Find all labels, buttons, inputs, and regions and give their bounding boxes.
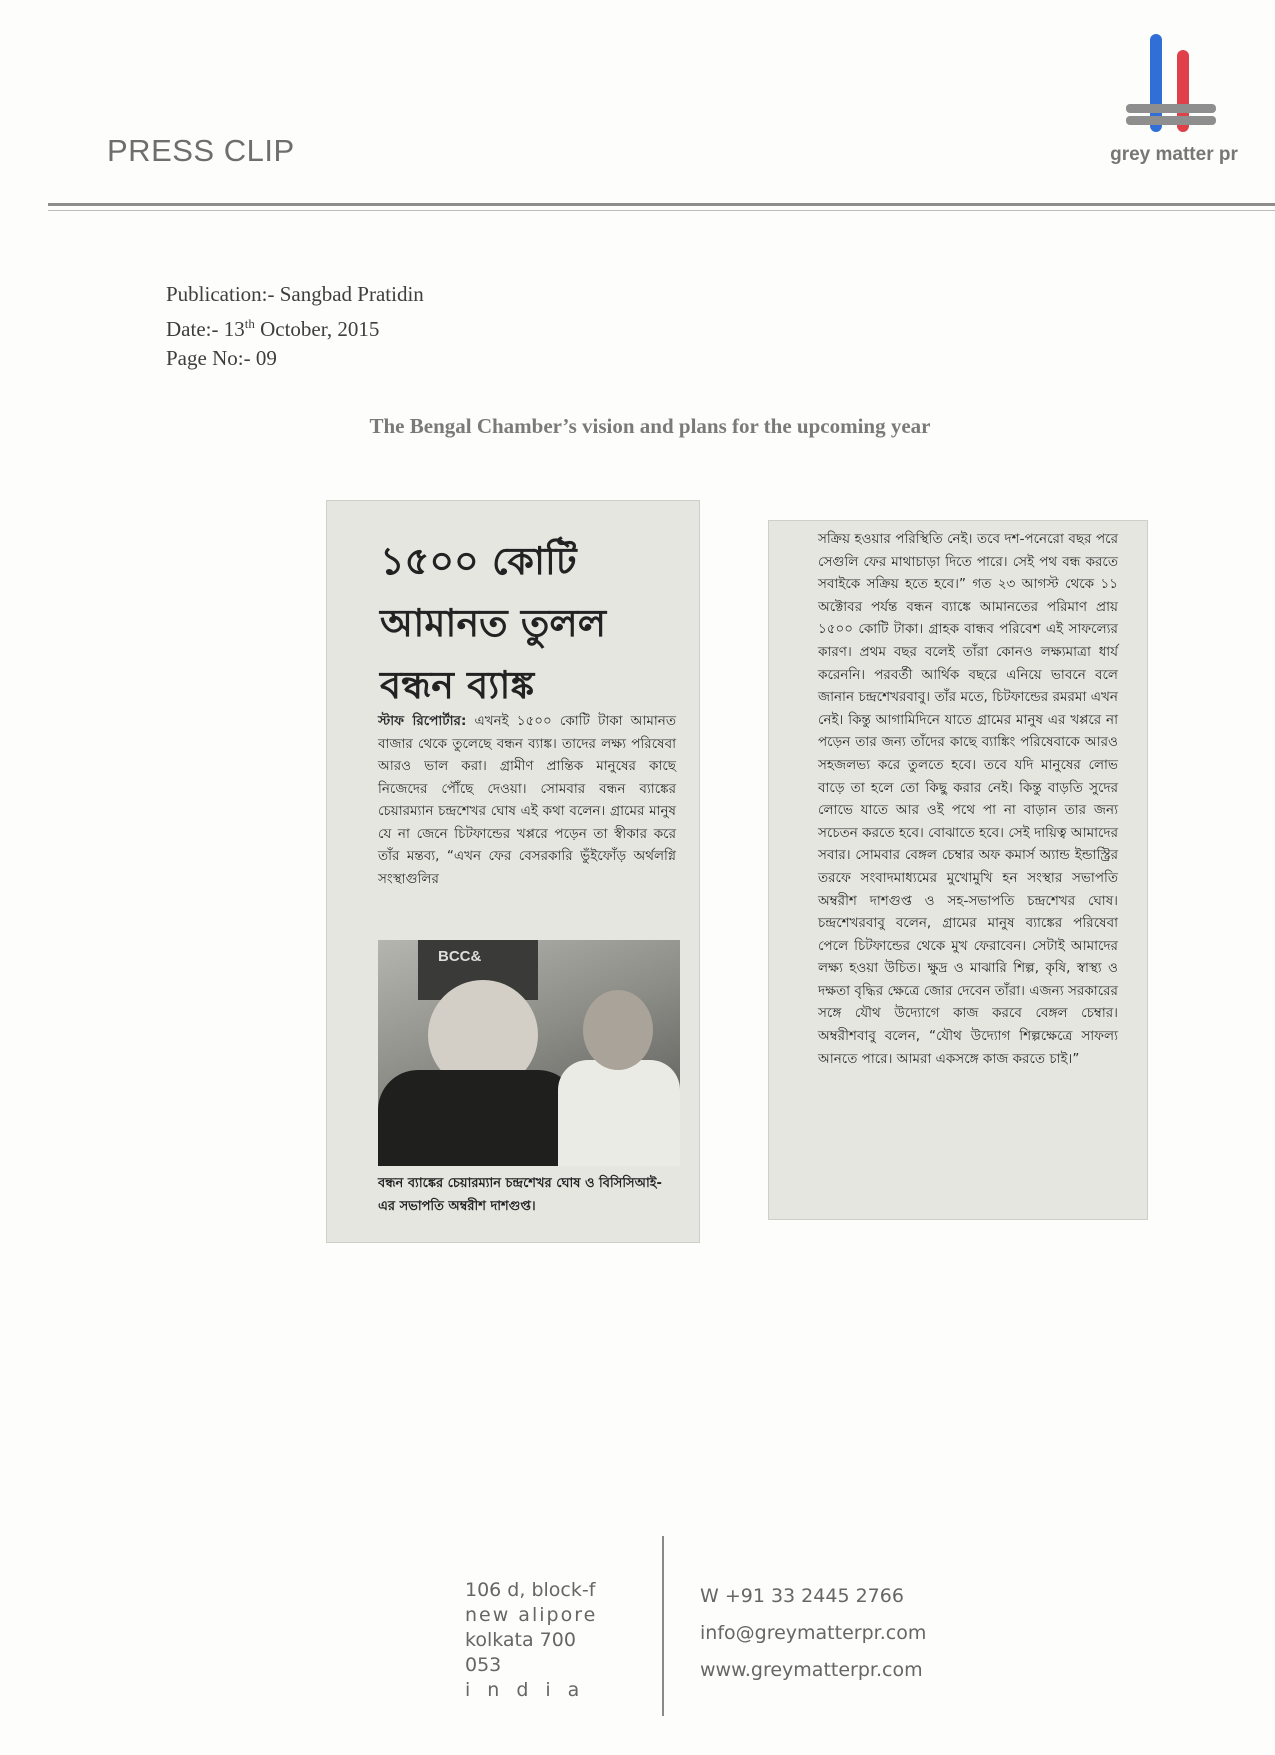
header-divider xyxy=(48,203,1275,206)
address-line: kolkata 700 053 xyxy=(465,1629,576,1676)
newspaper-clip-right xyxy=(768,520,1148,1220)
logo-grey-bar-icon xyxy=(1126,104,1216,113)
article-continued-text: সক্রিয় হওয়ার পরিস্থিতি নেই। তবে দশ-পনেরো বছর পরে সেগুলি ফের মাথাচাড়া দিতে পারে। সেই পথ বন্ধ করতে সবাইকে সক্রিয় হতে হবে।” গত ২৩ আগস্ট থেকে ১১ অক্টোবর পর্যন্ত বন্ধন ব্যাঙ্কে আমানতের পরিমাণ প্রায় ১৫০০ কোটি টাকা। গ্রাহক বান্ধব পরিবেশ এই সাফল্যের কারণ। প্রথম বছর বলেই তাঁরা কোনও লক্ষ্যমাত্রা ধার্য করেননি। পরবর্তী আর্থিক বছরে এনিয়ে ভাবনে বলে জানান চন্দ্রশেখরবাবু। তাঁর মতে, চিটফান্ডের রমরমা এখন নেই। কিন্তু আগামিদিনে যাতে গ্রামের মানুষ এর খপ্পরে না পড়েন তার জন্য তাঁদের কাছে ব্যাঙ্কিং পরিষেবাকে আরও সহজলভ্য করে তুলতে হবে। তবে যদি মানুষের লোভ বাড়ে তা হলে তো কিছু করার নেই। কিন্তু বাড়তি সুদের লোভে যাতে আর ওই পথে পা না বাড়ান তার জন্য সচেতন করতে হবে। বোঝাতে হবে। সেই দায়িত্ব আমাদের সবার। সোমবার বেঙ্গল চেম্বার অফ কমার্স অ্যান্ড ইন্ডাস্ট্রির তরফে সংবাদমাধ্যমের মুখোমুখি হন সংস্থার সভাপতি অম্বরীশ দাশগুপ্ত ও সহ-সভাপতি চন্দ্রশেখর ঘোষ। চন্দ্রশেখরবাবু বলেন, গ্রামের মানুষ ব্যাঙ্কের পরিষেবা পেলে চিটফান্ডের থেকে মুখ ফেরাবেন। সেটাই আমাদের লক্ষ্য হওয়া উচিত। ক্ষুদ্র ও মাঝারি শিল্প, কৃষি, স্বাস্থ্য ও দক্ষতা বৃদ্ধির ক্ষেত্রে জোর দেবেন তাঁরা। এজন্য সরকারের সঙ্গে যৌথ উদ্যোগে কাজ করবে বেঙ্গল চেম্বার। অম্বরীশবাবু বলেন, “যৌথ উদ্যোগ শিল্পক্ষেত্রে সাফল্য আনতে পারে। আমরা একসঙ্গে কাজ করতে চাই।” xyxy=(818,531,1118,1067)
email-address: info@greymatterpr.com xyxy=(700,1622,927,1644)
page-line: Page No:- 09 xyxy=(166,346,277,370)
address-line: 106 d, block-f xyxy=(465,1579,596,1601)
brand-name: grey matter pr xyxy=(1110,144,1238,165)
person-2 xyxy=(583,990,653,1070)
publication-meta xyxy=(166,280,424,373)
byline: স্টাফ রিপোর্টার: xyxy=(378,713,467,729)
article-lede: স্টাফ রিপোর্টার: এখনই ১৫০০ কোটি টাকা আমানত বাজার থেকে তুলেছে বন্ধন ব্যাঙ্ক। তাদের লক্ষ্য পরিষেবা আরও ভাল করা। গ্রামীণ প্রান্তিক মানুষের কাছে নিজেদের পৌঁছে দেওয়া। সোমবার বন্ধন ব্যাঙ্কের চেয়ারম্যান চন্দ্রশেখর ঘোষ এই কথা বলেন। গ্রামের মানুষ যে না জেনে চিটফান্ডের খপ্পরে পড়েন তা স্বীকার করে তাঁর মন্তব্য, “এখন ফের বেসরকারি ভুঁইফোঁড় অর্থলগ্নি সংস্থাগুলির xyxy=(378,713,676,887)
person-1-suit xyxy=(378,1070,578,1166)
header-divider-thin xyxy=(48,210,1275,211)
grey-matter-logo xyxy=(1110,32,1238,172)
footer-divider xyxy=(662,1536,664,1716)
phone-number: W +91 33 2445 2766 xyxy=(700,1585,904,1607)
press-clip-label: PRESS CLIP xyxy=(107,133,295,168)
banner-logo-text: BCC& xyxy=(438,948,482,965)
logo-grey-bar-icon xyxy=(1126,116,1216,125)
website-url: www.greymatterpr.com xyxy=(700,1659,923,1681)
clip-title: The Bengal Chamber’s vision and plans for the upcoming year xyxy=(369,414,931,438)
photo-caption: বন্ধন ব্যাঙ্কের চেয়ারম্যান চন্দ্রশেখর ঘোষ ও বিসিসিআই-এর সভাপতি অম্বরীশ দাশগুপ্ত। xyxy=(378,1176,662,1214)
article-headline: ১৫০০ কোটি আমানত তুলল বন্ধন ব্যাঙ্ক xyxy=(380,538,607,707)
publication-line: Publication:- Sangbad Pratidin xyxy=(166,282,424,306)
date-line: Date:- 13th October, 2015 xyxy=(166,316,380,341)
newspaper-clip-left xyxy=(326,500,700,1243)
address-country: india xyxy=(465,1679,597,1701)
footer-contact xyxy=(700,1578,926,1689)
address-line: new alipore xyxy=(465,1604,598,1626)
person-2-shirt xyxy=(558,1060,680,1166)
footer-address xyxy=(465,1578,615,1703)
article-photo xyxy=(378,940,680,1166)
